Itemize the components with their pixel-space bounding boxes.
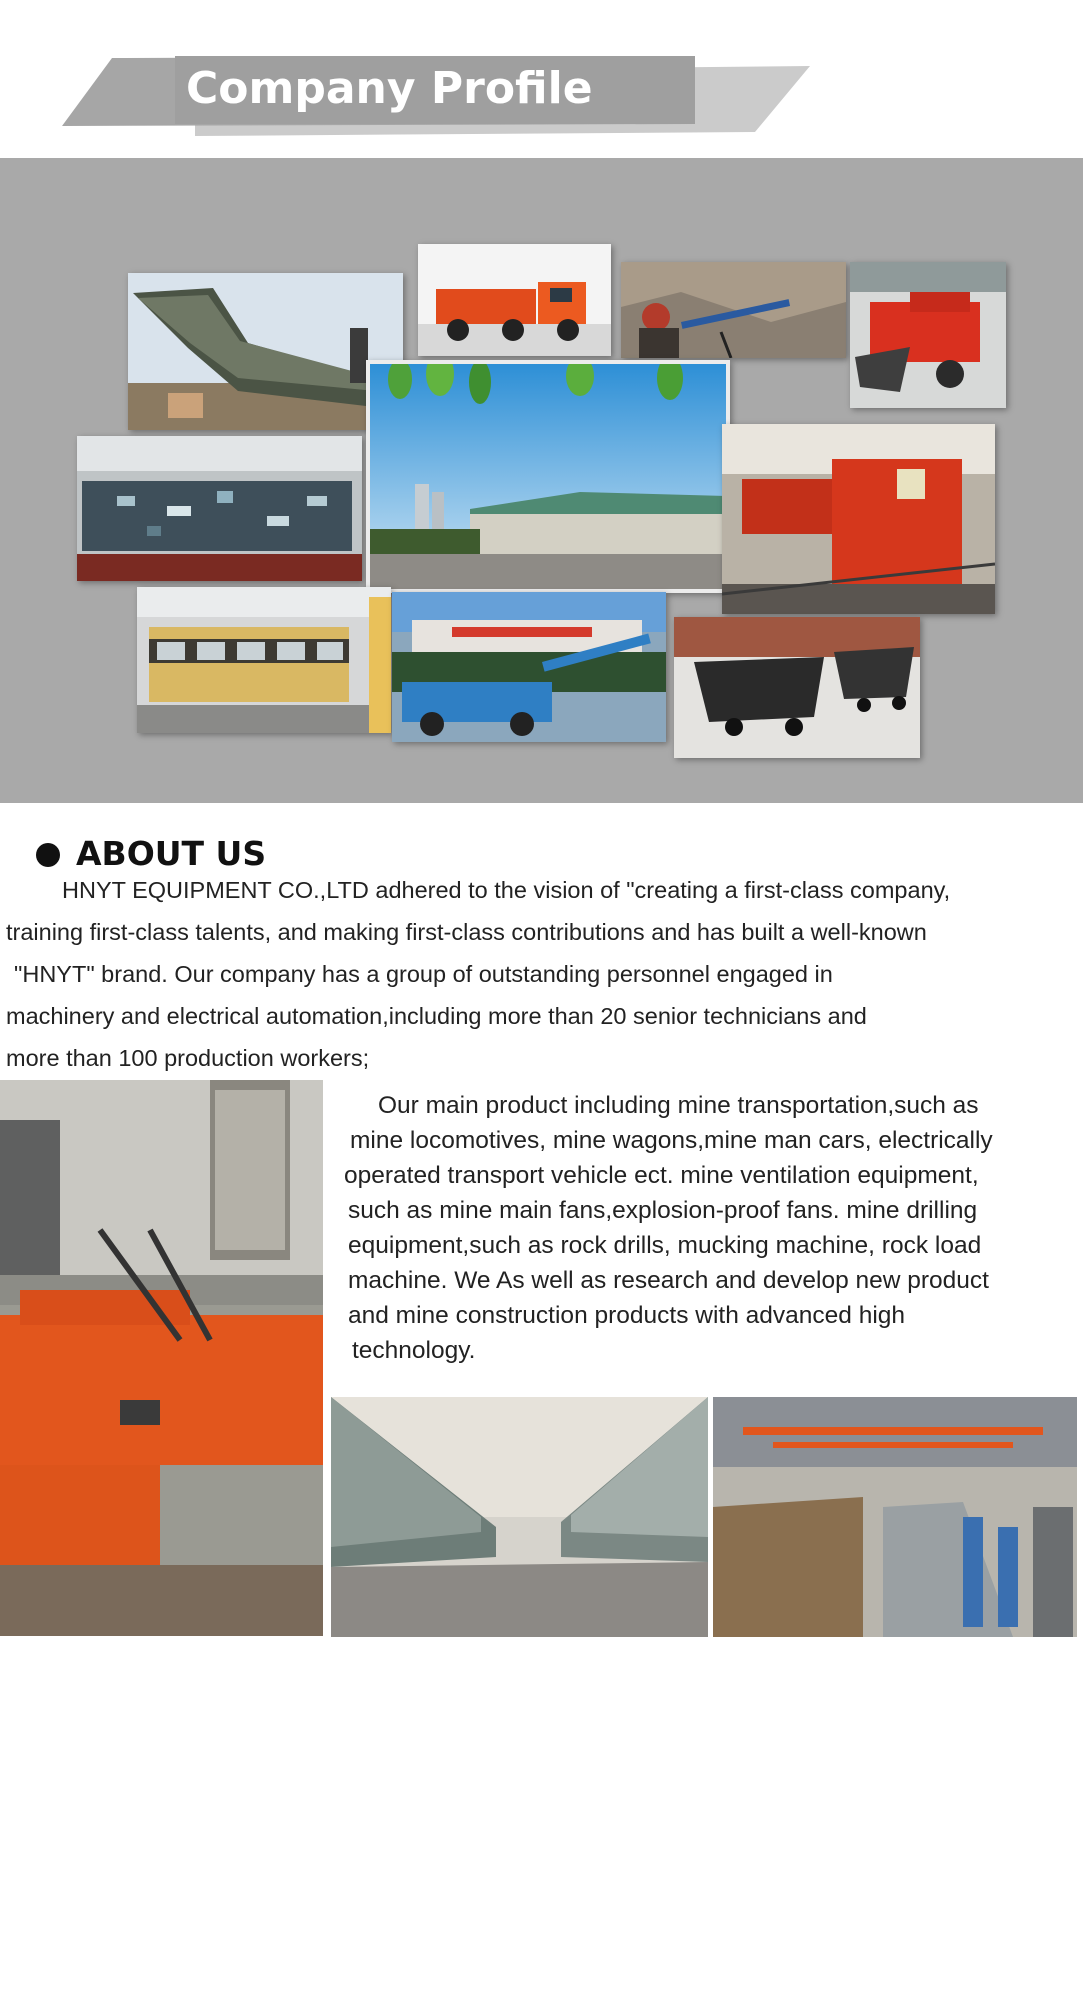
photo-camouflage-car <box>77 436 362 581</box>
photo-man-car <box>137 587 391 733</box>
about-paragraph-line: "HNYT" brand. Our company has a group of outstanding personnel engaged in <box>14 961 833 987</box>
page-title: Company Profile <box>186 63 593 114</box>
photo-warehouse-street <box>331 1397 708 1637</box>
photo-rock-drill <box>621 262 846 358</box>
product-paragraph-line: mine locomotives, mine wagons,mine man cars, electrically <box>350 1127 993 1154</box>
photo-mucking-machine <box>850 262 1006 408</box>
about-paragraph-line: machinery and electrical automation,including more than 20 senior technicians and <box>6 1003 867 1029</box>
photo-red-locomotive <box>722 424 995 614</box>
product-paragraph-line: machine. We As well as research and develop new product <box>348 1267 989 1294</box>
product-paragraph-line: technology. <box>352 1337 476 1364</box>
photo-mine-wagon <box>674 617 920 758</box>
photo-factory-main <box>366 360 730 593</box>
product-paragraph-line: and mine construction products with advanced high <box>348 1302 906 1329</box>
photo-dump-truck <box>418 244 611 356</box>
photo-ventilation-duct <box>128 273 403 430</box>
about-paragraph-line: HNYT EQUIPMENT CO.,LTD adhered to the vision of "creating a first-class company, <box>62 877 951 903</box>
about-us-title: ABOUT US <box>76 834 267 873</box>
bullet-icon <box>36 843 60 867</box>
photo-drilling-jumbo <box>392 592 666 742</box>
product-paragraph-line: equipment,such as rock drills, mucking machine, rock load <box>348 1232 982 1259</box>
photo-workshop-locomotives <box>0 1080 323 1636</box>
product-paragraph-line: such as mine main fans,explosion-proof fans. mine drilling <box>348 1197 978 1224</box>
product-paragraph-line: Our main product including mine transportation,such as <box>378 1092 979 1119</box>
product-paragraph-line: operated transport vehicle ect. mine ventilation equipment, <box>344 1162 979 1189</box>
photo-factory-interior <box>713 1397 1077 1637</box>
about-paragraph-line: more than 100 production workers; <box>6 1045 370 1071</box>
about-us-heading <box>36 832 266 876</box>
about-paragraph-line: training first-class talents, and making first-class contributions and has built a well-known <box>6 919 927 945</box>
